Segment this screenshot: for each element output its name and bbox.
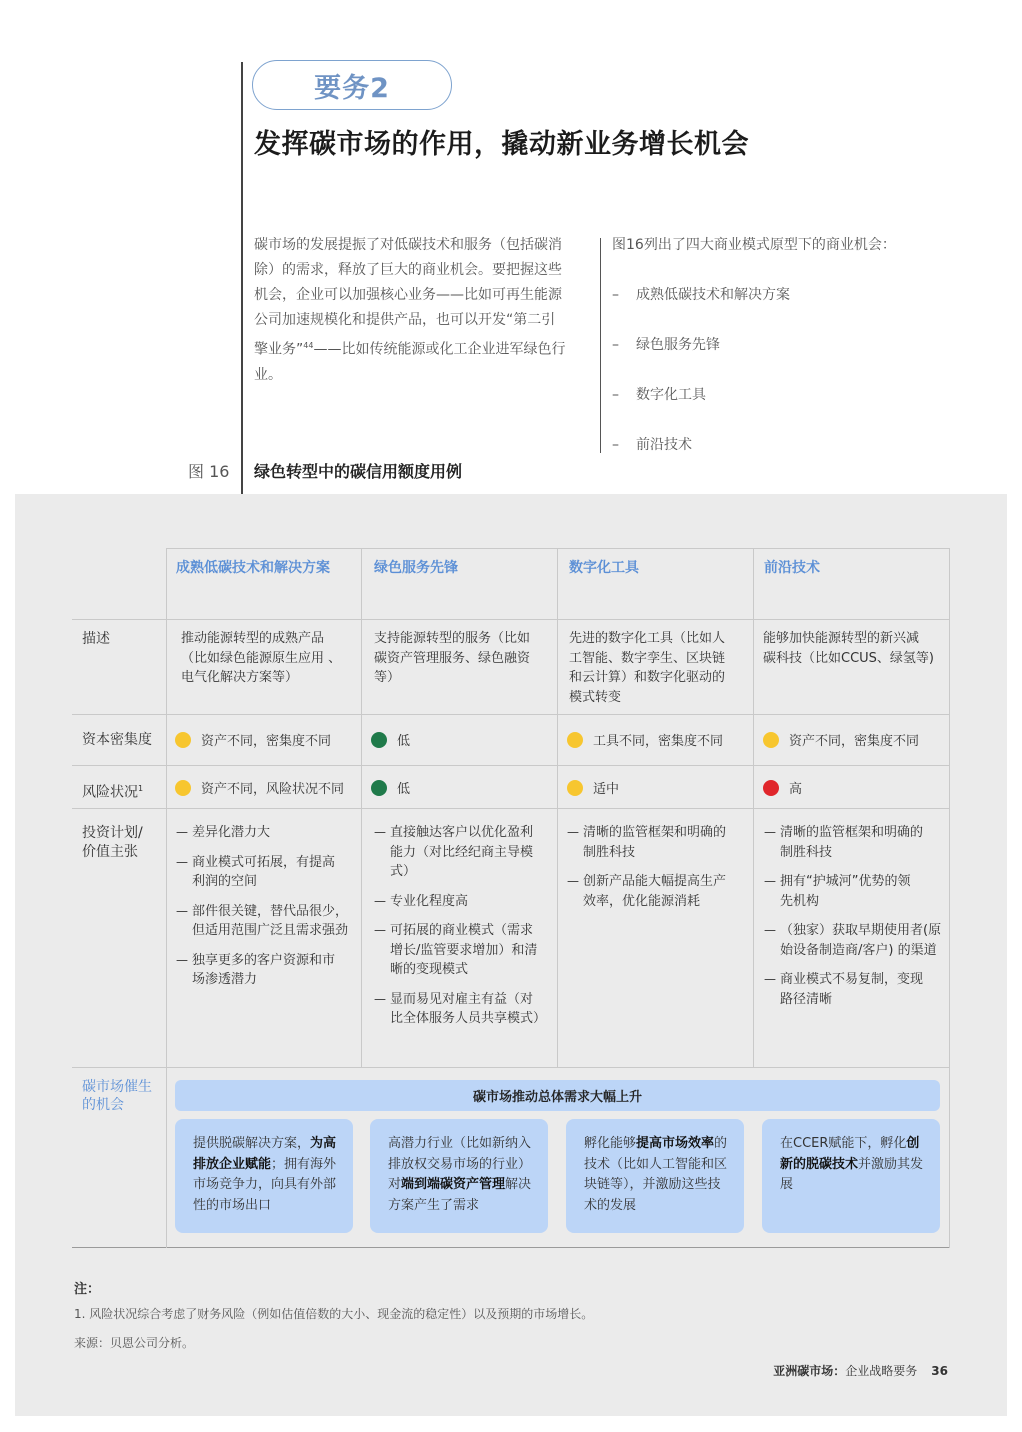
investment-cell	[176, 823, 356, 1000]
capital-cell: 资产不同，密集度不同	[175, 730, 331, 749]
list-item: – 成熟低碳技术和解决方案	[612, 287, 790, 303]
risk-cell: 适中	[567, 778, 619, 797]
list-item: – 数字化工具	[612, 387, 706, 403]
figure-intro: 图16列出了四大商业模式原型下的商业机会：	[612, 237, 896, 253]
investment-cell	[764, 823, 946, 1019]
page-title: 发挥碳市场的作用，撬动新业务增长机会	[254, 129, 749, 160]
page-number: 36	[931, 1364, 948, 1378]
table-rule	[72, 714, 949, 715]
investment-cell	[567, 823, 749, 921]
list-item: — 商业模式可拓展，有提高 利润的空间	[176, 853, 356, 892]
column-divider	[600, 238, 601, 453]
row-label-investment: 投资计划/ 价值主张	[82, 825, 143, 860]
page-footer: 亚洲碳市场：企业战略要务 36	[773, 1364, 948, 1378]
figure-title: 绿色转型中的碳信用额度用例	[254, 462, 463, 481]
risk-cell: 低	[371, 778, 410, 797]
capital-cell: 资产不同，密集度不同	[763, 730, 919, 749]
row-label-opportunity: 碳市场催生的机会	[82, 1079, 152, 1113]
description-cell: 推动能源转型的成熟产品 （比如绿色能源原生应用 、 电气化解决方案等）	[181, 631, 342, 685]
opportunity-card: 高潜力行业（比如新纳入排放权交易市场的行业）对端到端碳资产管理解决方案产生了需求	[370, 1119, 548, 1233]
rating-dot	[567, 780, 583, 796]
list-item: — 拥有“护城河”优势的领 先机构	[764, 872, 946, 911]
row-label-risk: 风险状况$^1$	[82, 784, 144, 801]
rating-dot	[175, 732, 191, 748]
rating-dot	[371, 780, 387, 796]
list-item: — 部件很关键，替代品很少， 但适用范围广泛且需求强劲	[176, 902, 356, 941]
risk-cell: 高	[763, 778, 802, 797]
footnote-1: 1. 风险状况综合考虑了财务风险（例如估值倍数的大小、现金流的稳定性）以及预期的市场增长。	[74, 1307, 594, 1321]
row-label-description: 描述	[82, 631, 110, 647]
column-header-frontier-tech: 前沿技术	[764, 560, 820, 576]
description-cell: 先进的数字化工具（比如人 工智能、数字孪生、区块链 和云计算）和数字化驱动的 模式转变	[569, 631, 726, 705]
business-model-list	[612, 283, 790, 483]
column-rule	[753, 548, 754, 1067]
list-item: — 差异化潜力大	[176, 823, 356, 843]
table-rule	[72, 619, 949, 620]
column-rule	[361, 548, 362, 1067]
source-note: 来源：贝恩公司分析。	[74, 1336, 195, 1350]
list-item: — 独享更多的客户资源和市 场渗透潜力	[176, 951, 356, 990]
figure-label: 图 16	[188, 462, 230, 481]
list-item: — 清晰的监管框架和明确的 制胜科技	[764, 823, 946, 862]
table-rule	[72, 765, 949, 766]
list-item: — 商业模式不易复制，变现 路径清晰	[764, 970, 946, 1009]
list-item: — （独家）获取早期使用者(原 始设备制造商/客户) 的渠道	[764, 921, 946, 960]
column-header-green-services: 绿色服务先锋	[374, 560, 458, 576]
opportunity-card: 孵化能够提高市场效率的技术（比如人工智能和区块链等），并激励这些技术的发展	[566, 1119, 744, 1233]
list-item: — 直接触达客户以优化盈利 能力（对比经纪商主导模 式）	[374, 823, 554, 882]
capital-cell: 低	[371, 730, 410, 749]
column-rule	[557, 548, 558, 1067]
list-item: — 创新产品能大幅提高生产 效率，优化能源消耗	[567, 872, 749, 911]
priority-tag: 要务2	[252, 60, 452, 110]
demand-banner: 碳市场推动总体需求大幅上升	[175, 1080, 940, 1111]
rating-dot	[567, 732, 583, 748]
rating-dot	[763, 780, 779, 796]
intro-paragraph: 碳市场的发展提振了对低碳技术和服务（包括碳消 除）的需求，释放了巨大的商业机会。要把握这些 机会，企业可以加强核心业务——比如可再生能源 公司加速规模化和提供产品，也可以开发“第二引 擎业务”$^{44}$——比如传统能源或化工企业进军绿色行 业。	[254, 237, 566, 383]
list-item: — 专业化程度高	[374, 892, 554, 912]
column-header-digital-tools: 数字化工具	[569, 560, 639, 576]
footnote-ref: 44	[303, 341, 314, 350]
notes-heading: 注：	[74, 1282, 101, 1297]
description-cell: 能够加快能源转型的新兴减 碳科技（比如CCUS、绿氢等)	[763, 631, 934, 666]
vertical-rule	[241, 62, 243, 494]
list-item: — 可拓展的商业模式（需求 增长/监管要求增加）和清 晰的变现模式	[374, 921, 554, 980]
description-cell: 支持能源转型的服务（比如 碳资产管理服务、绿色融资 等）	[374, 631, 531, 685]
list-item: – 前沿技术	[612, 437, 692, 453]
capital-cell: 工具不同，密集度不同	[567, 730, 723, 749]
risk-cell: 资产不同，风险状况不同	[175, 778, 344, 797]
rating-dot	[175, 780, 191, 796]
rating-dot	[371, 732, 387, 748]
list-item: — 清晰的监管框架和明确的 制胜科技	[567, 823, 749, 862]
investment-cell	[374, 823, 554, 1039]
table-rule	[72, 1247, 949, 1248]
list-item: — 显而易见对雇主有益（对 比全体服务人员共享模式）	[374, 990, 554, 1029]
table-rule	[72, 1067, 949, 1068]
opportunity-card: 在CCER赋能下，孵化创新的脱碳技术并激励其发展	[762, 1119, 940, 1233]
opportunity-card: 提供脱碳解决方案，为高排放企业赋能；拥有海外市场竞争力，向具有外部性的市场出口	[175, 1119, 353, 1233]
row-label-capital-intensity: 资本密集度	[82, 732, 152, 748]
column-header-mature-tech: 成熟低碳技术和解决方案	[176, 560, 330, 576]
table-rule	[72, 808, 949, 809]
list-item: – 绿色服务先锋	[612, 337, 720, 353]
rating-dot	[763, 732, 779, 748]
column-rule	[166, 548, 167, 1248]
column-rule	[949, 548, 950, 1248]
